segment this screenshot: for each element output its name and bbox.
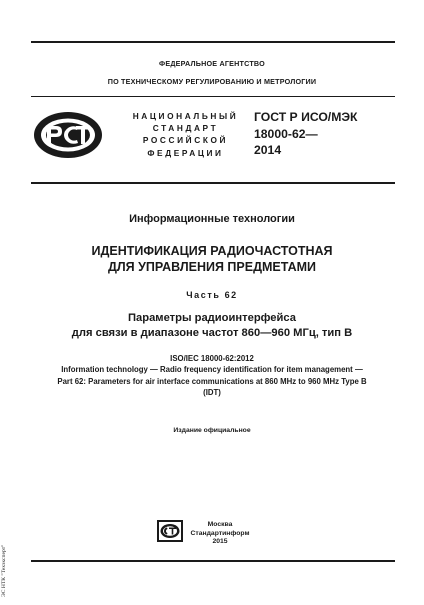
bottom-rule [31, 560, 395, 562]
domain-title: Информационные технологии [129, 213, 295, 225]
publisher-name: Стандартинформ [190, 529, 250, 537]
iso-english-line: Information technology — Radio frequency identification for item management — [61, 365, 363, 375]
part-title [0, 311, 424, 340]
main-title-line: ИДЕНТИФИКАЦИЯ РАДИОЧАСТОТНАЯ [91, 244, 333, 258]
gost-line: ГОСТ Р ИСО/МЭК [254, 110, 358, 124]
publisher-city: Москва [207, 521, 233, 528]
national-line: НАЦИОНАЛЬНЫЙ [132, 111, 239, 121]
publisher-info [180, 521, 260, 547]
edition-label: Издание официальное [173, 427, 251, 434]
iso-code: ISO/IEC 18000-62:2012 [170, 354, 254, 363]
part-title-line: для связи в диапазоне частот 860—960 МГц, тип В [71, 326, 353, 339]
side-note-text: ЭС НТК "Техэксперт" [1, 544, 7, 597]
gost-line: 2014 [254, 143, 282, 157]
part-title-line: Параметры радиоинтерфейса [127, 312, 296, 324]
iso-english-line: Part 62: Parameters for air interface communications at 860 MHz to 960 MHz Type B [57, 376, 367, 386]
iso-reference [0, 353, 424, 398]
national-standard-label [128, 110, 243, 159]
main-title-line: ДЛЯ УПРАВЛЕНИЯ ПРЕДМЕТАМИ [107, 259, 317, 274]
top-rule [31, 41, 395, 43]
national-line: РОССИЙСКОЙ [142, 135, 229, 146]
agency-subtitle: ПО ТЕХНИЧЕСКОМУ РЕГУЛИРОВАНИЮ И МЕТРОЛОГИИ [107, 77, 317, 86]
national-line: СТАНДАРТ [152, 123, 219, 134]
side-watermark-note [1, 525, 9, 605]
block-rule [31, 182, 395, 184]
header-rule [31, 96, 395, 97]
gost-line: 18000-62— [254, 126, 318, 141]
publisher-year: 2015 [212, 538, 228, 546]
part-number: Часть 62 [186, 290, 238, 300]
iso-english-line: (IDT) [203, 387, 221, 397]
gost-designation [254, 109, 357, 159]
main-title [0, 244, 424, 275]
national-line: ФЕДЕРАЦИИ [147, 147, 224, 158]
agency-name: ФЕДЕРАЛЬНОЕ АГЕНТСТВО [159, 59, 265, 68]
pct-certification-mark [32, 110, 104, 160]
